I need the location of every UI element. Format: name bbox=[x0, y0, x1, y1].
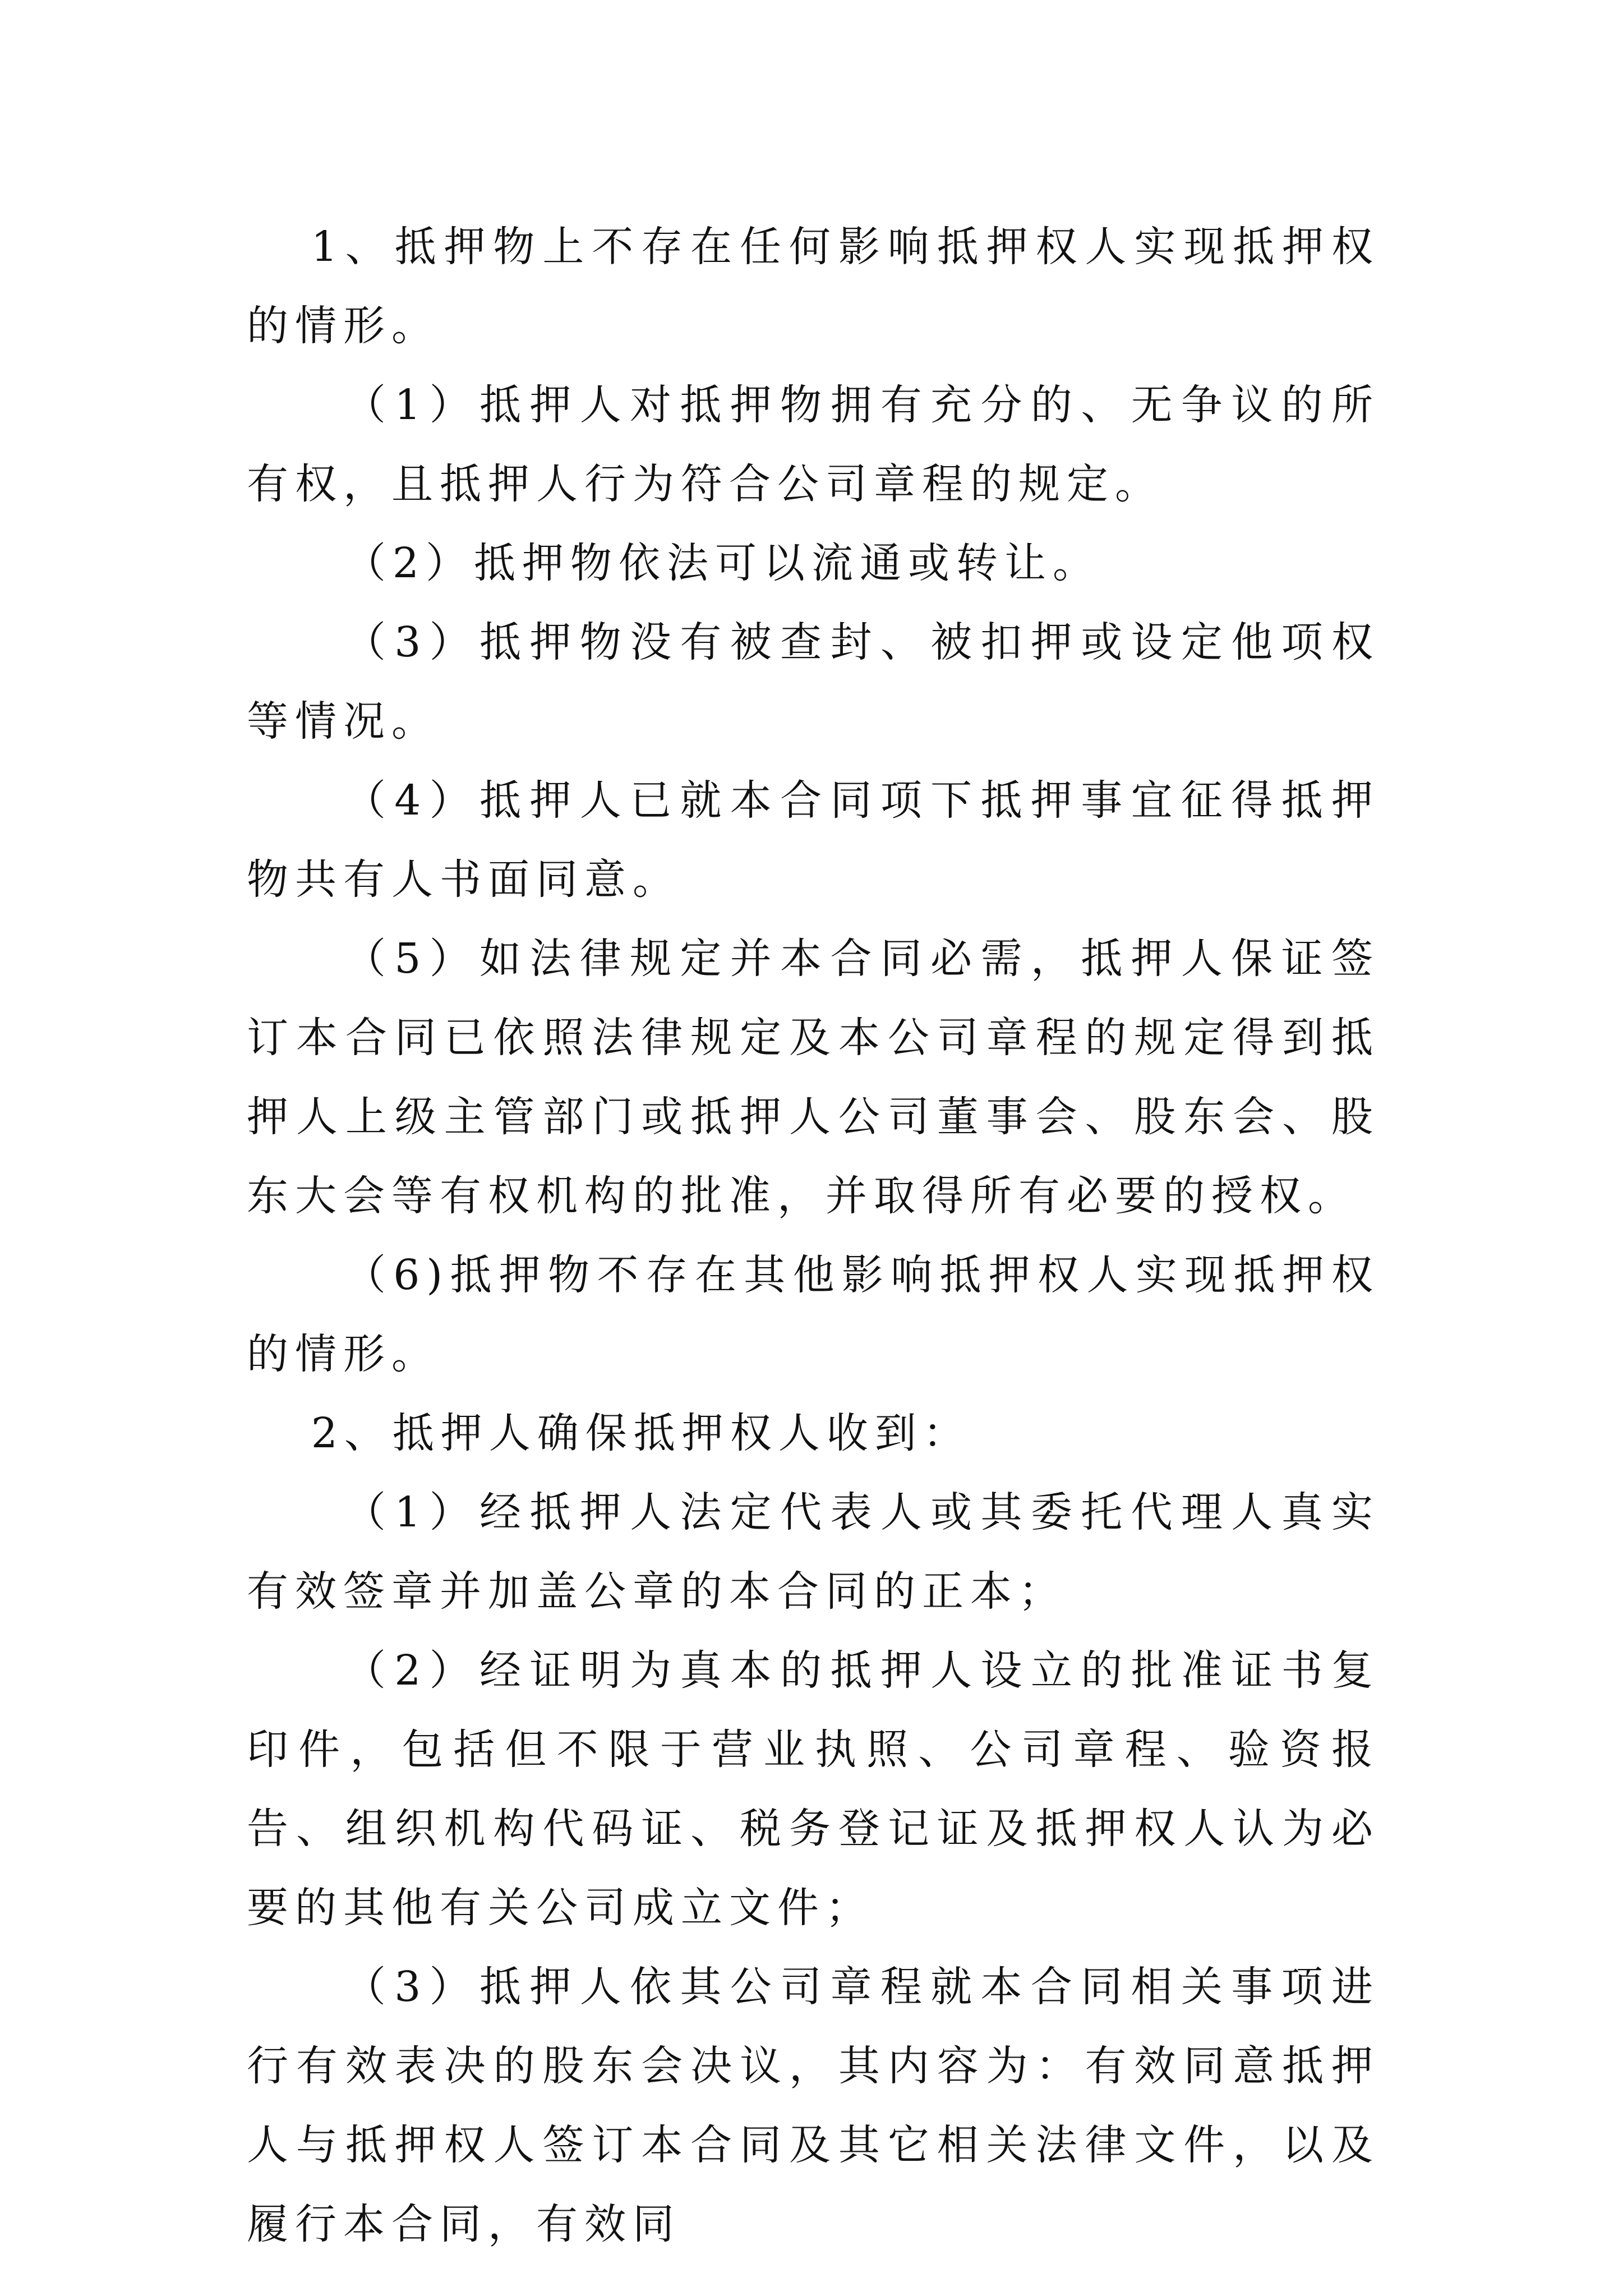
clause-2-item-3: （3）抵押人依其公司章程就本合同相关事项进行有效表决的股东会决议，其内容为：有效同意抵押人与抵押权人签订本合同及其它相关法律文件，以及履行本合同，有效同 bbox=[247, 1963, 1380, 2248]
clause-2-item-1: （1）经抵押人法定代表人或其委托代理人真实有效签章并加盖公章的本合同的正本； bbox=[247, 1488, 1380, 1616]
clause-1-item-3: （3）抵押物没有被查封、被扣押或设定他项权等情况。 bbox=[247, 618, 1380, 746]
document-body bbox=[247, 208, 1380, 2264]
clause-1-item-4: （4）抵押人已就本合同项下抵押事宜征得抵押物共有人书面同意。 bbox=[247, 776, 1380, 904]
clause-1-item-1: （1）抵押人对抵押物拥有充分的、无争议的所有权，且抵押人行为符合公司章程的规定。 bbox=[247, 381, 1380, 508]
clause-2: 2、抵押人确保抵押权人收到： bbox=[311, 1409, 971, 1457]
clause-2-item-2: （2）经证明为真本的抵押人设立的批准证书复印件，包括但不限于营业执照、公司章程、验资报告、组织机构代码证、税务登记证及抵押权人认为必要的其他有关公司成立文件； bbox=[247, 1646, 1380, 1932]
clause-1: 1、抵押物上不存在任何影响抵押权人实现抵押权的情形。 bbox=[247, 223, 1380, 350]
clause-1-item-5: （5）如法律规定并本合同必需，抵押人保证签订本合同已依照法律规定及本公司章程的规定得到抵押人上级主管部门或抵押人公司董事会、股东会、股东大会等有权机构的批准，并取得所有必要的授权。 bbox=[247, 935, 1380, 1220]
clause-1-item-6: （6)抵押物不存在其他影响抵押权人实现抵押权的情形。 bbox=[247, 1251, 1380, 1378]
clause-1-item-2: （2）抵押物依法可以流通或转让。 bbox=[344, 539, 1101, 587]
